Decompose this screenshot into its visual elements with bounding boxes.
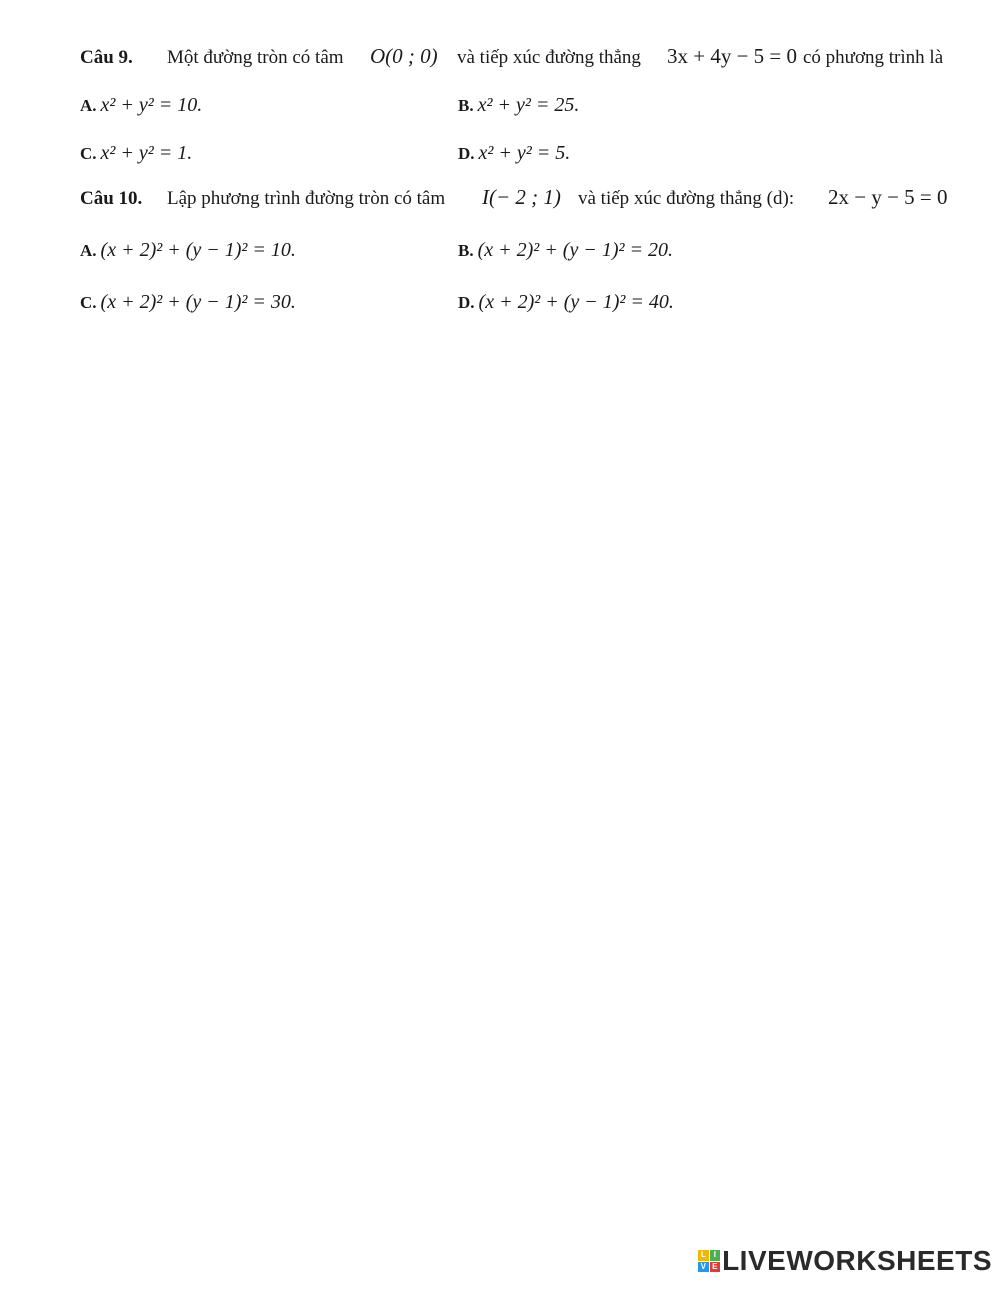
watermark-text: LIVEWORKSHEETS [722, 1245, 992, 1276]
question-9-prompt: Một đường tròn có tâm [167, 47, 344, 68]
option-formula: (x + 2)² + (y − 1)² = 10. [100, 239, 296, 261]
question-9-text [167, 46, 344, 70]
option-letter: D. [458, 144, 475, 163]
question-10-middle: và tiếp xúc đường thẳng (d): [578, 188, 795, 209]
logo-cell-e: E [710, 1262, 721, 1273]
question-10 [0, 185, 1000, 213]
option-formula: x² + y² = 10. [100, 94, 203, 116]
option-formula: x² + y² = 1. [100, 142, 193, 164]
liveworksheets-watermark [698, 1245, 992, 1277]
question-10-option-d[interactable] [458, 289, 674, 316]
question-9-suffix: có phương trình là [803, 47, 944, 68]
option-letter: D. [458, 293, 475, 312]
question-9-line-equation: 3x + 4y − 5 = 0 [667, 44, 798, 68]
question-9-option-b[interactable] [458, 92, 579, 119]
option-formula: (x + 2)² + (y − 1)² = 40. [478, 291, 674, 313]
question-10-line-equation: 2x − y − 5 = 0 [828, 185, 948, 209]
question-10-center: I(− 2 ; 1) [482, 185, 561, 209]
option-letter: B. [458, 241, 474, 260]
question-10-prompt: Lập phương trình đường tròn có tâm [167, 188, 446, 209]
question-9-middle: và tiếp xúc đường thẳng [457, 47, 641, 68]
question-10-option-b[interactable] [458, 237, 673, 264]
option-letter: C. [80, 293, 97, 312]
option-formula: (x + 2)² + (y − 1)² = 30. [100, 291, 296, 313]
option-letter: B. [458, 96, 474, 115]
question-9-option-d[interactable] [458, 140, 570, 167]
option-letter: A. [80, 96, 97, 115]
question-9-option-c[interactable] [80, 140, 192, 167]
question-10-option-c[interactable] [80, 289, 296, 316]
question-9-center: O(0 ; 0) [370, 44, 438, 68]
option-letter: C. [80, 144, 97, 163]
question-9-label: Câu 9. [80, 47, 133, 68]
question-9-option-a[interactable] [80, 92, 202, 119]
logo-cell-v: V [698, 1262, 709, 1273]
logo-cell-i: I [710, 1250, 721, 1261]
question-10-label: Câu 10. [80, 188, 143, 209]
liveworksheets-logo-icon [698, 1250, 720, 1272]
option-letter: A. [80, 241, 97, 260]
question-10-option-a[interactable] [80, 237, 296, 264]
logo-cell-l: L [698, 1250, 709, 1261]
option-formula: x² + y² = 25. [477, 94, 580, 116]
option-formula: x² + y² = 5. [478, 142, 571, 164]
question-9 [0, 44, 1000, 72]
option-formula: (x + 2)² + (y − 1)² = 20. [477, 239, 673, 261]
